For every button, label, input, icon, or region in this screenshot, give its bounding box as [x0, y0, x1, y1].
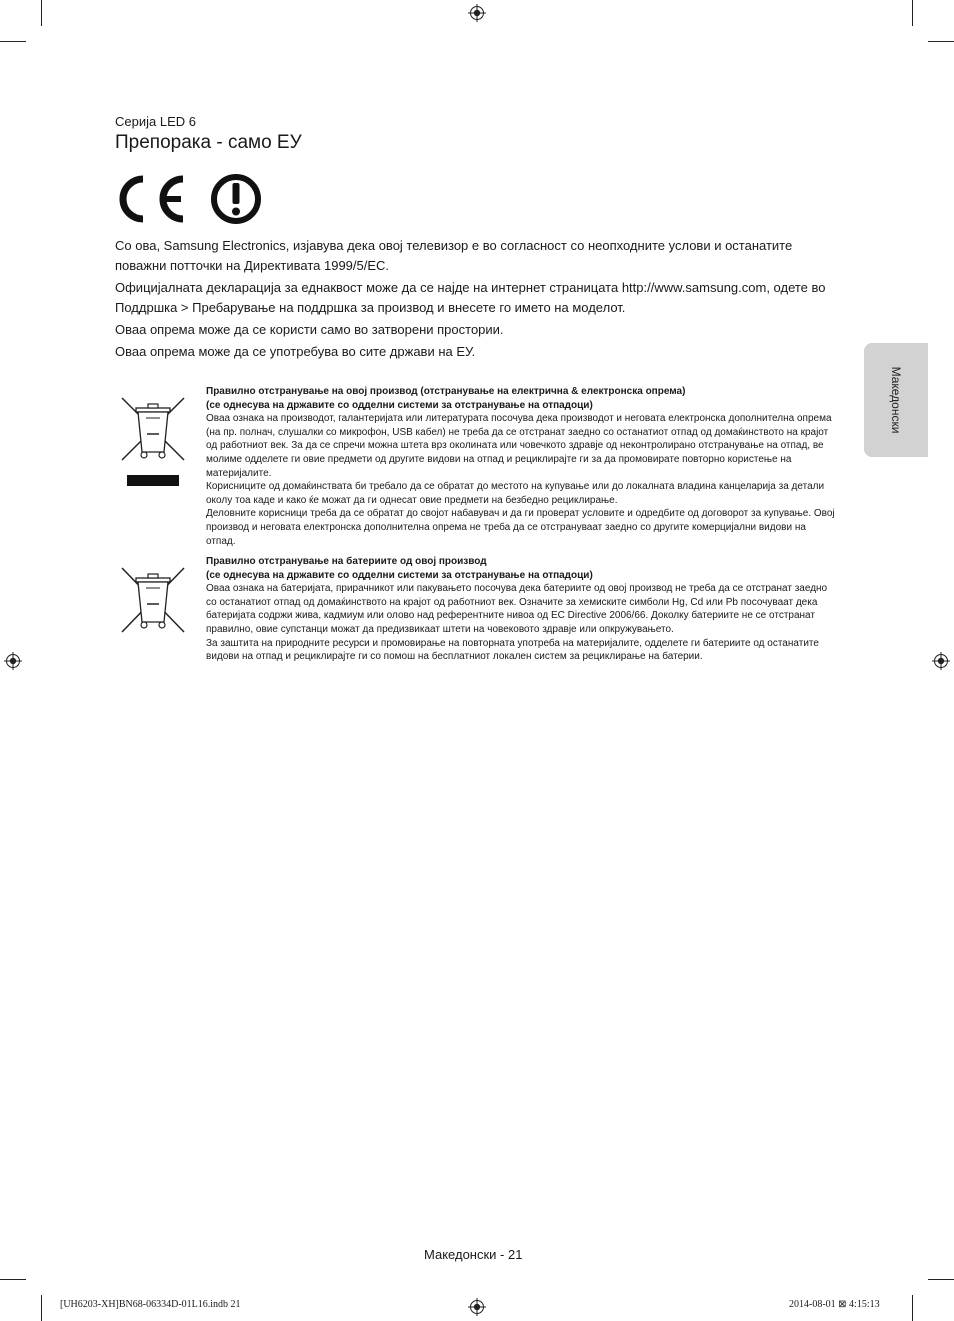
page-number: Македонски - 21	[424, 1247, 523, 1262]
intro-paragraph: Официјалната декларација за еднаквост може да се најде на интернет страницата http://www.samsung.com, одете во Поддршка > Пребарување на поддршка за производ и внесете го името на моделот.	[115, 280, 826, 315]
crop-mark	[912, 0, 913, 26]
product-disposal-subheading: (се однесува на државите со одделни системи за отстранување на отпадоци)	[206, 399, 593, 411]
print-timestamp: 2014-08-01 ⊠ 4:15:13	[789, 1299, 880, 1310]
series-label: Серија LED 6	[115, 114, 196, 129]
product-disposal-body: Деловните корисници треба да се обратат до својот набавувач и да ги проверат условите и одредбите од договорот за купување. Овој производ и неговата електронска дополнителна опрема не треба да се отстрануваат заедно со другите комерцијални видови на отпад.	[206, 508, 835, 547]
language-tab-label: Македонски	[889, 366, 903, 434]
crop-mark	[0, 1279, 26, 1280]
crop-mark	[912, 1295, 913, 1321]
crop-mark	[928, 1279, 954, 1280]
alert-circle-icon	[209, 172, 263, 226]
product-disposal-section	[206, 385, 836, 548]
crop-mark	[0, 41, 26, 42]
battery-disposal-body: Оваа ознака на батеријата, прирачникот или пакувањето посочува дека батериите од овој производ не треба да се отстранат заедно со останатиот отпад од домаќинството на крајот од работниот век. Означите за хемиските симболи Hg, Cd или Pb посочуваат дека батеријата содржи жива, кадмиум или олово над референтните нивоа од EC Directive 2006/66. Доколку батериите не се отстранат правилно, овие супстанци можат да предизвикаат штети на човековото здравје или опкружувањето.	[206, 583, 828, 635]
ce-mark-icon	[113, 172, 189, 226]
registration-mark-icon	[932, 652, 950, 670]
battery-disposal-body: За заштита на природните ресурси и промовирање на повторната употреба на материјалите, одделете ги батериите од останатите видови на отпад и рециклирајте ги со помош на бесплатниот локален систем за рециклирање на батерии.	[206, 637, 819, 663]
crop-mark	[41, 1295, 42, 1321]
weee-bin-icon	[120, 396, 186, 488]
crop-mark	[41, 0, 42, 26]
page-title: Препорака - само ЕУ	[115, 132, 302, 153]
battery-disposal-section	[206, 555, 836, 664]
intro-paragraph: Со ова, Samsung Electronics, изјавува дека овој телевизор е во согласност со неопходните услови и останатите поважни потточки на Директивата 1999/5/EC.	[115, 238, 793, 273]
registration-mark-icon	[4, 652, 22, 670]
product-disposal-body: Корисниците од домаќинствата би требало да се обратат до местото на купување или до локалната владина канцеларија за детали околу тоа каде и како ќе можат да ги однесат овие предмети на безбедно рециклирање.	[206, 481, 825, 506]
registration-mark-icon	[468, 4, 486, 22]
intro-paragraph: Оваа опрема може да се употребува во сите држави на ЕУ.	[115, 344, 476, 359]
battery-bin-icon	[120, 566, 186, 634]
battery-disposal-subheading: (се однесува на државите со одделни системи за отстранување на отпадоци)	[206, 569, 593, 581]
registration-mark-icon	[468, 1298, 486, 1316]
battery-disposal-heading: Правилно отстранување на батериите од овој производ	[206, 556, 487, 567]
product-disposal-heading: Правилно отстранување на овој производ (отстранување на електрична & електронска опрема)	[206, 386, 686, 397]
crop-mark	[928, 41, 954, 42]
language-tab	[864, 343, 928, 457]
product-disposal-body: Оваа ознака на производот, галантеријата или литературата посочува дека производот и неговата електронска дополнителна опрема (на пр. полнач, слушалки со микрофон, USB кабел) не треба да се отстранат заедно со останатиот отпад од домаќинството на крајот од работниот век. За да се спречи можна штета врз околината или човечкото здравје од неконтролирано отстранување на отпад, ве молиме одделете ги овие предмети од другите видови на отпад и рециклирајте ги за да промовирате повторно користење на материјалите.	[206, 413, 832, 479]
intro-paragraph: Оваа опрема може да се користи само во затворени простории.	[115, 322, 504, 337]
declaration-text	[115, 236, 835, 364]
print-file-info: [UH6203-XH]BN68-06334D-01L16.indb 21	[60, 1299, 241, 1310]
